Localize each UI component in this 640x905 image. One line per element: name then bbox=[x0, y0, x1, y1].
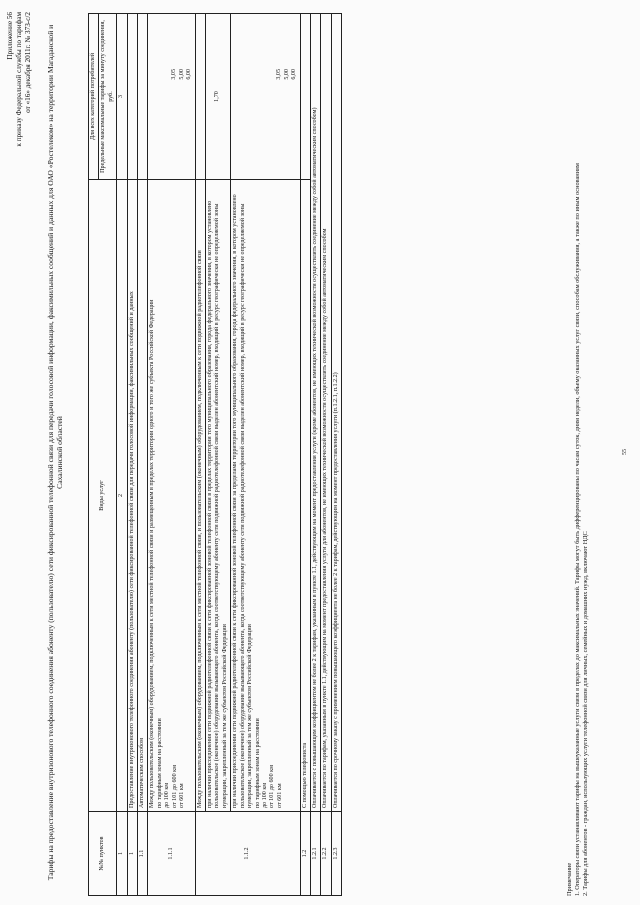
service-description: Оплачивается по срочному заказу с применением повышающего коэффициента не более 2 к тарифам, действующим на момент предоставления услуги (п.1.2.1, п.1.2.2) bbox=[331, 14, 341, 812]
service-description: Оплачивается с повышающим коэффициентом не более 2 к тарифам, указанным в пункте 1.1, действующим на момент предоставления услуги (кроме абонентов, не имеющих технической возможности осуществлять соединение между собой автоматическим способом) bbox=[310, 14, 320, 812]
tariff-value: 3,05 bbox=[171, 69, 178, 80]
item-number: 1.1 bbox=[138, 812, 148, 896]
item-number: 1.2.1 bbox=[310, 812, 320, 896]
distance-band: до 100 км bbox=[164, 782, 171, 808]
service-description: при наличии присоединения сети подвижной радиотелефонной связи к сети фиксированной зоновой телефонной связи в пределах территории того муниципального образования, города федерального значения, в котором установлено пользовательское (оконечное) оборудование вызывающего абонента, когда соответствующему абоненту сети подвижной радиотелефонной связи выделен абонентский номер, входящий в ресурс географически не определяемой зоны нумерации, закрепленный за тем же субъектом Российской Федерации bbox=[206, 180, 231, 812]
item-number: 1 bbox=[127, 812, 137, 896]
column-number: 1 bbox=[117, 812, 127, 896]
service-description: Предоставление внутризонового телефонного соединения абоненту (пользователю) сети фиксированной телефонной связи для передачи голосовой информации, факсимильных сообщений и данных bbox=[127, 180, 137, 812]
tariff-value: 6,00 bbox=[186, 69, 193, 80]
distance-band: до 100 км bbox=[261, 782, 268, 808]
tariff-value: 1,70 bbox=[206, 14, 231, 180]
distance-band: от 601 км bbox=[179, 783, 186, 808]
column-number: 2 bbox=[117, 180, 127, 812]
service-description: С помощью телефониста bbox=[300, 180, 310, 812]
item-number: 1.2 bbox=[300, 812, 310, 896]
tariff-value: 3,05 bbox=[276, 69, 283, 80]
notes-heading: Примечание bbox=[566, 862, 573, 896]
tariff-table bbox=[88, 13, 342, 896]
column-number: 3 bbox=[117, 14, 127, 180]
tariff-cell bbox=[138, 14, 148, 180]
table-row bbox=[321, 14, 331, 896]
table-header-row bbox=[89, 14, 99, 896]
service-text: при наличии присоединения сети подвижной радиотелефонной связи к сети фиксированной зоновой телефонной связи за пределами территории того муниципального образования, города федерального значения, в котором установлено пользовательское (оконечное) оборудование вызывающего абонента, когда соответствующему абоненту сети подвижной радиотелефонной связи выделен абонентский номер, входящий в ресурс географически не определяемой зоны нумерации, закрепленный за тем же субъектом Российской Федерации bbox=[232, 194, 254, 808]
page-number: 55 bbox=[622, 449, 628, 455]
item-number: 1.1.2 bbox=[195, 812, 300, 896]
appendix-label: Приложение 56 bbox=[6, 12, 14, 60]
tariff-cell bbox=[231, 14, 300, 180]
item-number: 1.2.2 bbox=[321, 812, 331, 896]
table-row bbox=[331, 14, 341, 896]
header-max-tariff: Предельные максимальные тарифы за минуту соединения, руб. bbox=[99, 14, 117, 180]
table-row bbox=[310, 14, 320, 896]
distance-label: по тарифным зонам на расстоянии bbox=[254, 718, 261, 808]
item-number: 1.2.3 bbox=[331, 812, 341, 896]
document-title: Тарифы на предоставление внутризонового телефонного соединения абоненту (пользователю) сети фиксированной телефонной связи для передачи голосовой информации, факсимильных сообщений и данных для ОАО «Ростелеком» на территории Магаданской и Сахалинской областей bbox=[46, 24, 64, 881]
service-description: Автоматическим способом bbox=[138, 180, 148, 812]
tariff-value: 5,00 bbox=[178, 69, 185, 80]
table-row bbox=[300, 14, 310, 896]
table-row bbox=[195, 14, 205, 896]
tariff-cell bbox=[148, 14, 195, 180]
service-description: Между пользовательским (оконечным) оборудованием, подключенным к сети местной телефонной связи, и пользовательским (оконечным) оборудованием, подключенным к сети подвижной радиотелефонной связи bbox=[195, 180, 205, 812]
header-item-number: №№ пунктов bbox=[89, 812, 117, 896]
service-description: Оплачивается по тарифам, указанным в пункте 1.1, действующим на момент предоставления услуги для абонентов, не имеющих технической возможности осуществлять соединение между собой автоматическим способом bbox=[321, 14, 331, 812]
service-description bbox=[148, 180, 195, 812]
note-item: 2. Тарифы для абонентов - граждан, использующих услуги телефонной связи для личных, семейных и домашних нужд, включают НДС bbox=[582, 531, 589, 896]
table-row bbox=[138, 14, 148, 896]
order-reference: к приказу Федеральной службы по тарифам bbox=[15, 12, 23, 147]
notes-section bbox=[566, 16, 590, 896]
order-date: от «16» декабря 2011г. № 373-с/2 bbox=[24, 12, 32, 113]
distance-band: от 101 до 600 км bbox=[269, 765, 276, 808]
table-row bbox=[127, 14, 137, 896]
table-row bbox=[231, 14, 300, 896]
tariff-cell bbox=[300, 14, 310, 180]
header-service-type: Виды услуг bbox=[89, 180, 117, 812]
distance-label: по тарифным зонам на расстоянии bbox=[156, 718, 163, 808]
note-item: 1. Операторы связи устанавливают тарифы на вышеуказанные услуги связи в пределах до максимальных значений. Тарифы могут быть дифференцированы по часам суток, дням недели, объему оказанных услуг связи, способам обслуживания, а также по иным основаниям bbox=[574, 163, 581, 896]
header-all-categories: Для всех категорий потребителей bbox=[89, 14, 99, 180]
table-row bbox=[148, 14, 195, 896]
distance-band: от 101 до 600 км bbox=[171, 765, 178, 808]
tariff-value: 5,00 bbox=[283, 69, 290, 80]
service-text: Между пользовательским (оконечным) оборудованием, подключенным к сети местной телефонной связи и размещенным в пределах территории одного и того же субъекта Российской Федерации bbox=[149, 299, 156, 808]
tariff-cell bbox=[127, 14, 137, 180]
distance-band: от 601 км bbox=[276, 783, 283, 808]
column-number-row bbox=[117, 14, 127, 896]
tariff-cell bbox=[195, 14, 205, 180]
item-number: 1.1.1 bbox=[148, 812, 195, 896]
table-row bbox=[206, 14, 231, 896]
tariff-value: 6,00 bbox=[291, 69, 298, 80]
service-description bbox=[231, 180, 300, 812]
